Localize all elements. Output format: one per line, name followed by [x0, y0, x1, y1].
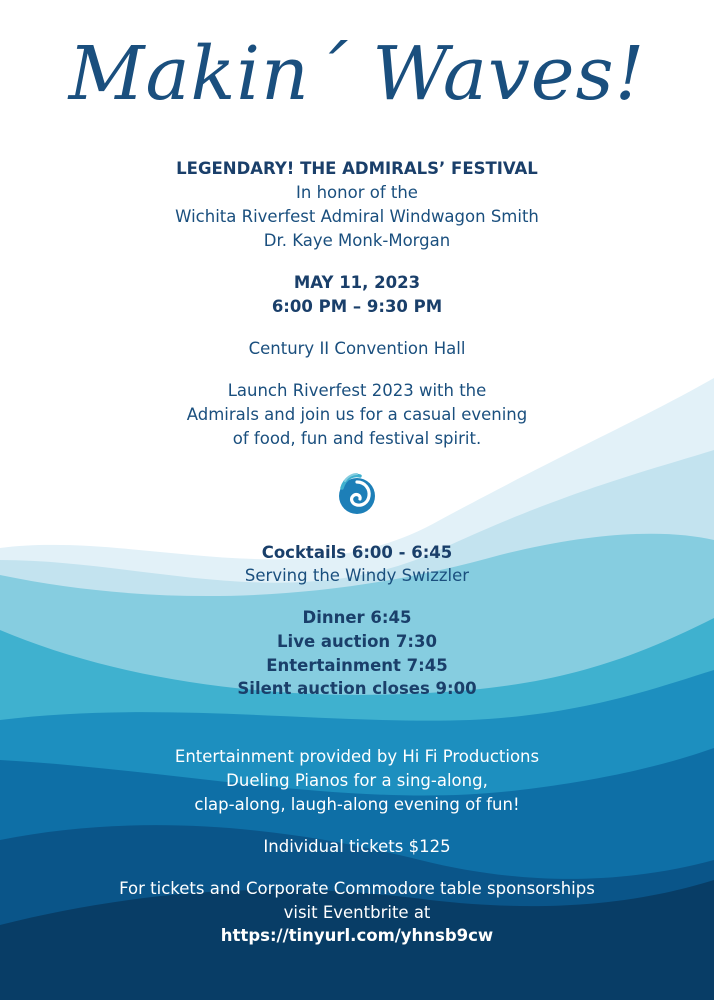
ticket-url-link[interactable]: https://tinyurl.com/yhnsb9cw	[220, 926, 494, 945]
ticket-price: Individual tickets $125	[263, 837, 451, 856]
sponsorship-line: visit Eventbrite at	[283, 903, 431, 922]
honor-line: In honor of the	[296, 183, 418, 202]
sponsorship-line: For tickets and Corporate Commodore table sponsorships	[119, 879, 595, 898]
description-line: of food, fun and festival spirit.	[232, 429, 482, 448]
schedule-cocktails-note: Serving the Windy Swizzler	[244, 566, 470, 585]
schedule-live-auction: Live auction 7:30	[277, 632, 437, 651]
honoree-name: Dr. Kaye Monk-Morgan	[263, 231, 451, 250]
schedule-entertainment: Entertainment 7:45	[266, 656, 448, 675]
description-line: Admirals and join us for a casual evening	[186, 405, 528, 424]
event-venue: Century II Convention Hall	[248, 339, 466, 358]
event-name: LEGENDARY! THE ADMIRALS’ FESTIVAL	[176, 159, 538, 178]
entertainment-line: Dueling Pianos for a sing-along,	[226, 771, 488, 790]
schedule-dinner: Dinner 6:45	[302, 608, 412, 627]
schedule-cocktails: Cocktails 6:00 - 6:45	[261, 543, 453, 562]
admiral-title: Wichita Riverfest Admiral Windwagon Smith	[175, 207, 539, 226]
event-date: MAY 11, 2023	[293, 273, 421, 292]
entertainment-line: Entertainment provided by Hi Fi Productions	[174, 747, 540, 766]
schedule-silent-auction: Silent auction closes 9:00	[237, 679, 477, 698]
event-time: 6:00 PM – 9:30 PM	[271, 297, 443, 316]
page-title: Makin´ Waves!	[68, 31, 646, 117]
wave-swirl-icon	[336, 470, 378, 516]
description-line: Launch Riverfest 2023 with the	[227, 381, 487, 400]
entertainment-line: clap-along, laugh-along evening of fun!	[194, 795, 520, 814]
